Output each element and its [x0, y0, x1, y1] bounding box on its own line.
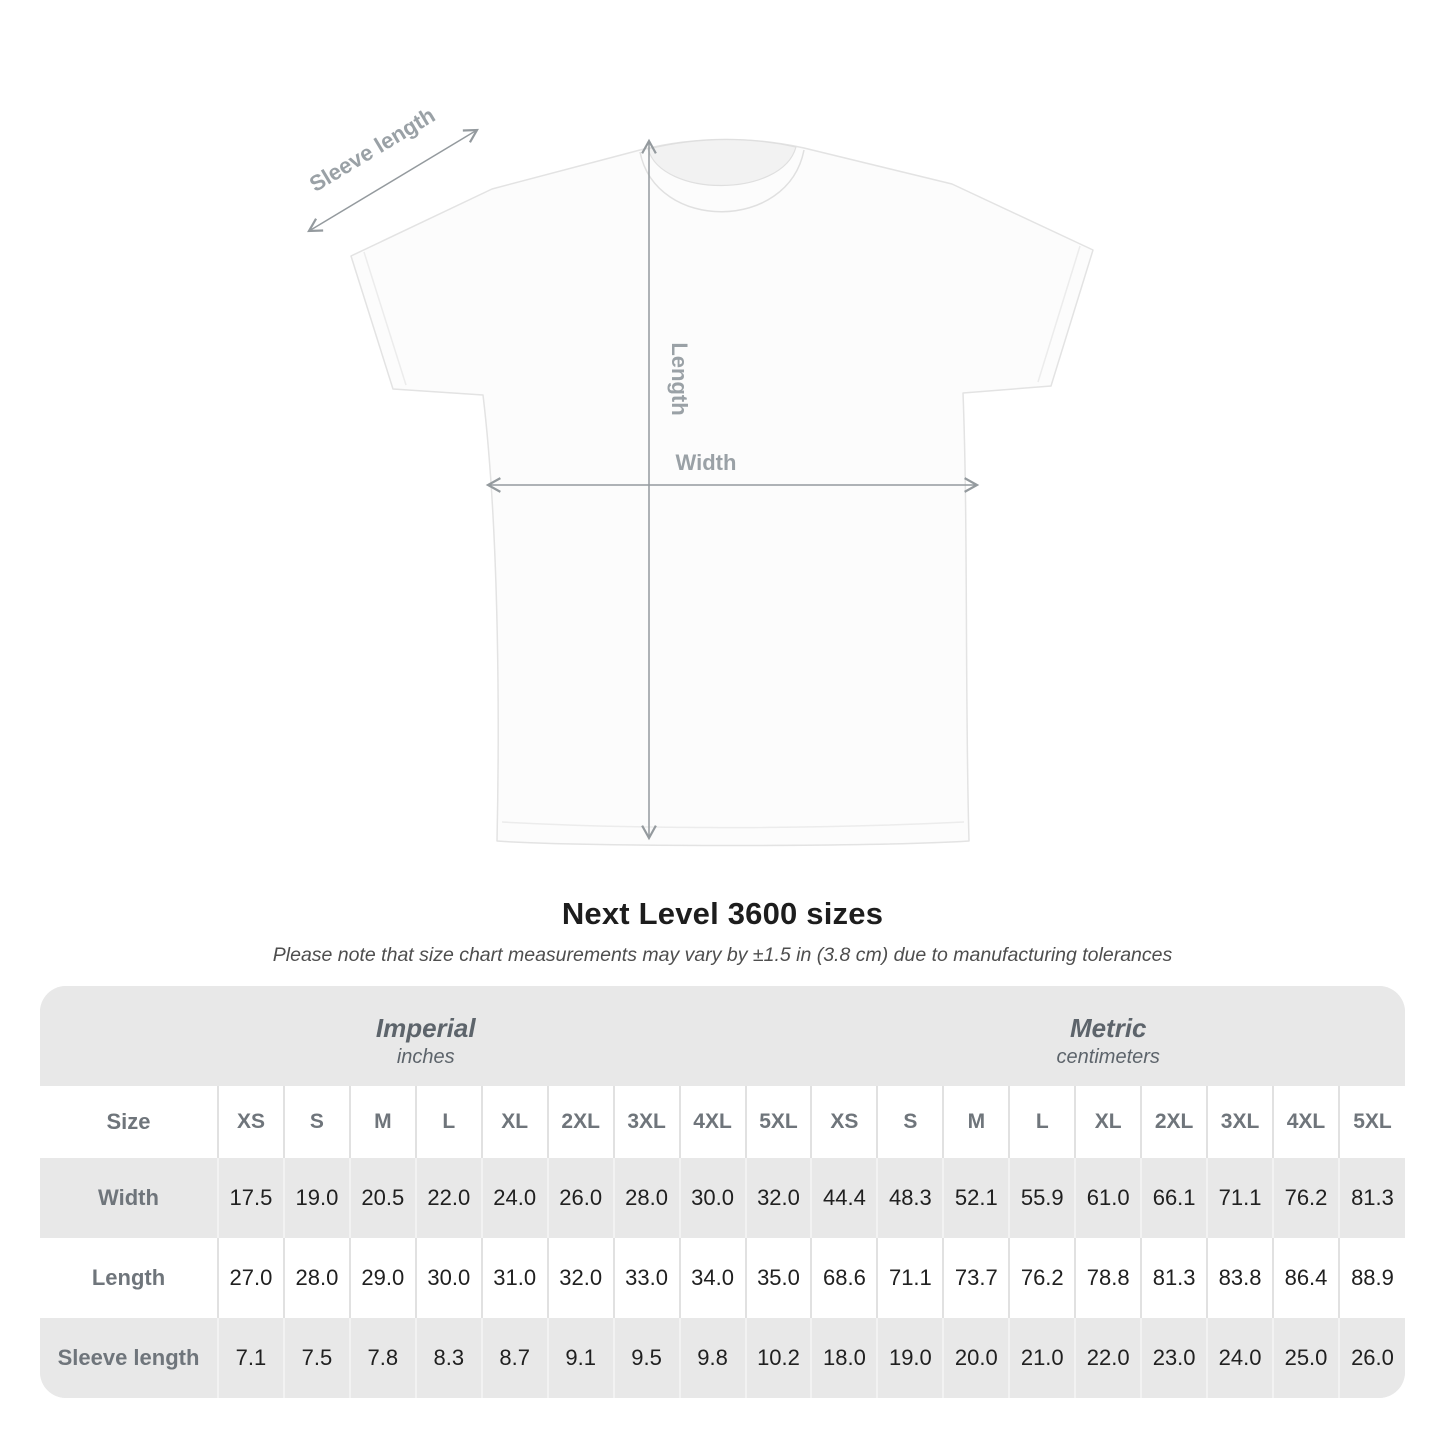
size-corner-header: Size — [106, 1109, 151, 1134]
measurement-cell: 27.0 — [218, 1238, 284, 1318]
measurement-cell: 8.7 — [482, 1318, 548, 1398]
measurement-cell: 21.0 — [1009, 1318, 1075, 1398]
length-label: Length — [667, 342, 692, 416]
measurement-cell: 23.0 — [1141, 1318, 1207, 1398]
page-title: Next Level 3600 sizes — [561, 896, 884, 931]
measurement-cell: 19.0 — [877, 1318, 943, 1398]
measurement-cell: 9.8 — [680, 1318, 746, 1398]
measurement-cell: 66.1 — [1141, 1158, 1207, 1238]
measurement-cell: 30.0 — [416, 1238, 482, 1318]
table-row-length — [40, 1238, 1405, 1318]
measurement-cell: 17.5 — [218, 1158, 284, 1238]
measurement-cell: 22.0 — [416, 1158, 482, 1238]
measurement-cell: 31.0 — [482, 1238, 548, 1318]
size-col-header: 5XL — [1339, 1086, 1405, 1158]
measurement-cell: 68.6 — [811, 1238, 877, 1318]
measurement-cell: 20.5 — [350, 1158, 416, 1238]
measurement-cell: 32.0 — [746, 1158, 812, 1238]
size-col-header: M — [943, 1086, 1009, 1158]
measurement-cell: 7.1 — [218, 1318, 284, 1398]
measurement-cell: 22.0 — [1075, 1318, 1141, 1398]
measurement-cell: 78.8 — [1075, 1238, 1141, 1318]
measurement-cell: 88.9 — [1339, 1238, 1405, 1318]
measurement-cell: 71.1 — [877, 1238, 943, 1318]
unit-group-metric — [811, 986, 1405, 1086]
measurement-cell: 76.2 — [1273, 1158, 1339, 1238]
measurement-cell: 9.1 — [548, 1318, 614, 1398]
measurement-cell: 28.0 — [614, 1158, 680, 1238]
measurement-cell: 81.3 — [1339, 1158, 1405, 1238]
measurement-cell: 33.0 — [614, 1238, 680, 1318]
table-row-width — [40, 1158, 1405, 1238]
size-col-header: S — [877, 1086, 943, 1158]
measurement-cell: 86.4 — [1273, 1238, 1339, 1318]
size-col-header: XS — [218, 1086, 284, 1158]
size-col-header: L — [416, 1086, 482, 1158]
measurement-cell: 9.5 — [614, 1318, 680, 1398]
measurement-cell: 24.0 — [1207, 1318, 1273, 1398]
size-col-header: XL — [482, 1086, 548, 1158]
unit-group-imperial — [40, 986, 811, 1086]
measurement-cell: 44.4 — [811, 1158, 877, 1238]
measurement-cell: 83.8 — [1207, 1238, 1273, 1318]
size-col-header: 4XL — [1273, 1086, 1339, 1158]
row-label: Width — [98, 1185, 159, 1210]
unit-group-name: Metric — [1069, 1012, 1147, 1043]
measurement-cell: 71.1 — [1207, 1158, 1273, 1238]
measurement-cell: 20.0 — [943, 1318, 1009, 1398]
measurement-cell: 76.2 — [1009, 1238, 1075, 1318]
size-header-row — [40, 1086, 1405, 1158]
measurement-cell: 34.0 — [680, 1238, 746, 1318]
size-col-header: M — [350, 1086, 416, 1158]
measurement-cell: 32.0 — [548, 1238, 614, 1318]
measurement-cell: 61.0 — [1075, 1158, 1141, 1238]
measurement-cell: 55.9 — [1009, 1158, 1075, 1238]
measurement-cell: 7.5 — [284, 1318, 350, 1398]
size-col-header: 5XL — [746, 1086, 812, 1158]
size-col-header: XL — [1075, 1086, 1141, 1158]
width-label: Width — [675, 450, 737, 475]
measurement-cell: 10.2 — [746, 1318, 812, 1398]
measurement-cell: 25.0 — [1273, 1318, 1339, 1398]
row-label: Length — [91, 1265, 166, 1290]
size-col-header: 2XL — [1141, 1086, 1207, 1158]
size-col-header: S — [284, 1086, 350, 1158]
measurement-cell: 48.3 — [877, 1158, 943, 1238]
measurement-cell: 30.0 — [680, 1158, 746, 1238]
measurement-cell: 29.0 — [350, 1238, 416, 1318]
size-col-header: 2XL — [548, 1086, 614, 1158]
measurement-cell: 35.0 — [746, 1238, 812, 1318]
tolerance-note: Please note that size chart measurements may vary by ±1.5 in (3.8 cm) due to manufacturing tolerances — [272, 944, 1173, 966]
unit-group-name: Imperial — [375, 1012, 476, 1043]
row-label: Sleeve length — [57, 1345, 200, 1370]
size-col-header: XS — [811, 1086, 877, 1158]
measurement-cell: 19.0 — [284, 1158, 350, 1238]
size-col-header: 3XL — [614, 1086, 680, 1158]
measurement-cell: 73.7 — [943, 1238, 1009, 1318]
measurement-cell: 81.3 — [1141, 1238, 1207, 1318]
unit-group-row — [40, 986, 1405, 1086]
measurement-cell: 24.0 — [482, 1158, 548, 1238]
measurement-cell: 52.1 — [943, 1158, 1009, 1238]
size-col-header: 3XL — [1207, 1086, 1273, 1158]
sleeve-length-label: Sleeve length — [304, 102, 440, 197]
tshirt-illustration — [351, 139, 1093, 845]
unit-group-unit: inches — [396, 1046, 455, 1069]
measurement-cell: 18.0 — [811, 1318, 877, 1398]
size-col-header: 4XL — [680, 1086, 746, 1158]
unit-group-unit: centimeters — [1056, 1046, 1160, 1069]
measurement-cell: 26.0 — [1339, 1318, 1405, 1398]
measurement-cell: 28.0 — [284, 1238, 350, 1318]
measurement-cell: 7.8 — [350, 1318, 416, 1398]
measurement-cell: 26.0 — [548, 1158, 614, 1238]
size-col-header: L — [1009, 1086, 1075, 1158]
measurement-cell: 8.3 — [416, 1318, 482, 1398]
table-row-sleeve-length — [40, 1318, 1405, 1398]
size-chart-table — [40, 986, 1405, 1398]
